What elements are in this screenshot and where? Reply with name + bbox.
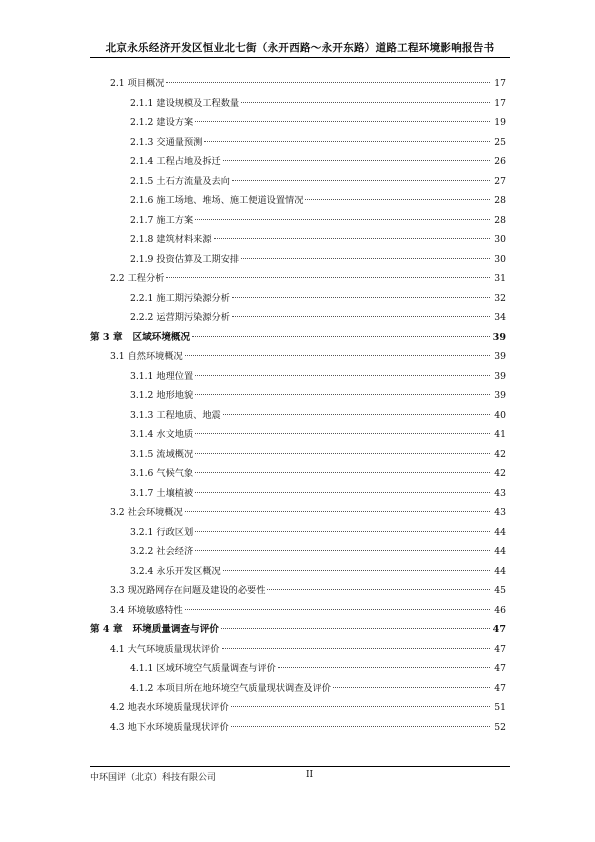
toc-entry-number: 2.1.8 xyxy=(130,234,154,245)
toc-entry-title: 地理位置 xyxy=(156,370,194,382)
toc-entry-number: 3.2.4 xyxy=(130,565,154,577)
toc-dot-leader xyxy=(241,258,490,259)
toc-entry[interactable] xyxy=(90,347,506,367)
toc-entry-title: 区域环境概况 xyxy=(132,331,191,343)
toc-entry-page: 39 xyxy=(492,331,506,343)
toc-entry[interactable] xyxy=(90,289,506,309)
toc-dot-leader xyxy=(195,394,490,395)
toc-entry[interactable] xyxy=(90,113,506,133)
toc-entry-title: 本项目所在地环境空气质量现状调查及评价 xyxy=(156,682,331,694)
toc-entry-page: 42 xyxy=(494,468,506,479)
toc-dot-leader xyxy=(223,570,490,571)
toc-entry[interactable] xyxy=(90,250,506,270)
toc-entry-title: 运营期污染源分析 xyxy=(156,312,230,323)
toc-entry-title: 现况路网存在问题及建设的必要性 xyxy=(127,585,266,596)
toc-dot-leader xyxy=(223,160,490,161)
toc-entry-title: 建筑材料来源 xyxy=(156,234,212,245)
toc-entry-page: 19 xyxy=(494,117,506,128)
toc-dot-leader xyxy=(305,199,490,200)
toc-entry-page: 44 xyxy=(494,526,506,538)
toc-dot-leader xyxy=(185,609,490,610)
toc-entry-title: 投资估算及工期安排 xyxy=(156,253,240,265)
toc-entry-number: 3.1.5 xyxy=(130,448,154,460)
toc-entry-page: 42 xyxy=(494,448,506,460)
toc-dot-leader xyxy=(185,355,490,356)
toc-entry-number: 3.1.3 xyxy=(130,409,154,421)
toc-entry-number: 第 4 章 xyxy=(90,624,123,635)
toc-entry-title: 大气环境质量现状评价 xyxy=(127,643,220,655)
toc-entry-number: 2.1.6 xyxy=(130,195,154,206)
toc-dot-leader xyxy=(223,414,490,415)
toc-entry-title: 项目概况 xyxy=(127,78,165,89)
toc-entry-page: 40 xyxy=(494,409,506,421)
toc-entry-page: 28 xyxy=(494,214,506,226)
toc-entry[interactable] xyxy=(90,211,506,231)
toc-entry-page: 47 xyxy=(494,663,506,674)
toc-entry-number: 第 3 章 xyxy=(90,331,123,343)
toc-entry-page: 44 xyxy=(494,546,506,557)
toc-entry-title: 气候气象 xyxy=(156,468,194,479)
toc-dot-leader xyxy=(267,589,490,590)
toc-entry[interactable] xyxy=(90,698,506,718)
running-header: 北京永乐经济开发区恒业北七街（永开西路～永开东路）道路工程环境影响报告书 xyxy=(105,42,495,54)
toc-entry[interactable] xyxy=(90,523,506,543)
toc-dot-leader xyxy=(166,82,490,83)
toc-entry-number: 4.1.2 xyxy=(130,682,154,694)
toc-entry-title: 土石方流量及去向 xyxy=(156,175,230,187)
toc-entry-page: 30 xyxy=(494,253,506,265)
toc-entry-page: 39 xyxy=(494,370,506,382)
toc-entry[interactable] xyxy=(90,562,506,582)
toc-entry-number: 4.1.1 xyxy=(130,663,154,674)
toc-entry-title: 交通量预测 xyxy=(156,136,203,148)
toc-entry-page: 27 xyxy=(494,175,506,187)
toc-entry-title: 地下水环境质量现状评价 xyxy=(127,721,229,733)
toc-entry-title: 施工场地、堆场、施工便道设置情况 xyxy=(156,195,304,206)
toc-entry-title: 环境敏感特性 xyxy=(127,604,183,616)
toc-entry[interactable] xyxy=(90,172,506,192)
toc-entry-title: 区域环境空气质量调查与评价 xyxy=(156,663,276,674)
toc-dot-leader xyxy=(195,219,490,220)
toc-entry-number: 2.1.2 xyxy=(130,117,154,128)
toc-entry-page: 17 xyxy=(494,78,506,89)
toc-entry[interactable] xyxy=(90,718,506,738)
toc-dot-leader xyxy=(231,726,490,727)
toc-entry-number: 2.2.1 xyxy=(130,292,154,304)
toc-entry-page: 44 xyxy=(494,565,506,577)
toc-dot-leader xyxy=(166,277,490,278)
toc-dot-leader xyxy=(204,141,490,142)
toc-dot-leader xyxy=(222,648,491,649)
toc-entry-number: 2.1.4 xyxy=(130,156,154,167)
toc-dot-leader xyxy=(231,706,490,707)
toc-dot-leader xyxy=(195,433,490,434)
toc-entry-page: 39 xyxy=(494,351,506,362)
toc-entry[interactable] xyxy=(90,230,506,250)
toc-entry[interactable] xyxy=(90,133,506,153)
toc-entry-number: 2.2 xyxy=(110,273,125,284)
toc-entry-number: 3.2.1 xyxy=(130,526,154,538)
toc-entry-title: 行政区划 xyxy=(156,526,194,538)
toc-entry[interactable] xyxy=(90,308,506,328)
toc-entry[interactable] xyxy=(90,191,506,211)
toc-dot-leader xyxy=(195,453,490,454)
header-divider xyxy=(90,57,510,58)
toc-entry-number: 2.1 xyxy=(110,78,125,89)
toc-dot-leader xyxy=(221,628,490,629)
toc-entry-title: 流域概况 xyxy=(156,448,194,460)
toc-entry-page: 52 xyxy=(494,721,506,733)
toc-entry-title: 施工期污染源分析 xyxy=(156,292,230,304)
toc-entry[interactable] xyxy=(90,425,506,445)
toc-entry[interactable] xyxy=(90,542,506,562)
toc-dot-leader xyxy=(192,336,490,337)
toc-entry[interactable] xyxy=(90,659,506,679)
toc-entry-title: 地表水环境质量现状评价 xyxy=(127,702,229,713)
toc-dot-leader xyxy=(333,687,490,688)
toc-entry-title: 自然环境概况 xyxy=(127,351,183,362)
toc-entry-page: 32 xyxy=(494,292,506,304)
toc-entry-number: 3.1 xyxy=(110,351,125,362)
toc-entry-number: 4.2 xyxy=(110,702,125,713)
toc-entry-page: 26 xyxy=(494,156,506,167)
toc-entry-number: 3.1.2 xyxy=(130,390,154,401)
toc-entry[interactable] xyxy=(90,601,506,621)
toc-entry-number: 2.1.3 xyxy=(130,136,154,148)
toc-entry-title: 地形地貌 xyxy=(156,390,194,401)
toc-entry[interactable] xyxy=(90,152,506,172)
toc-dot-leader xyxy=(214,238,490,239)
toc-entry-number: 3.1.6 xyxy=(130,468,154,479)
toc-dot-leader xyxy=(195,121,490,122)
toc-entry-number: 3.4 xyxy=(110,604,125,616)
toc-entry-page: 31 xyxy=(494,273,506,284)
toc-entry-page: 46 xyxy=(494,604,506,616)
toc-entry-title: 施工方案 xyxy=(156,214,194,226)
toc-dot-leader xyxy=(232,297,490,298)
toc-entry[interactable] xyxy=(90,328,506,348)
toc-entry[interactable] xyxy=(90,464,506,484)
toc-entry[interactable] xyxy=(90,445,506,465)
toc-entry[interactable] xyxy=(90,581,506,601)
table-of-contents xyxy=(90,74,506,737)
toc-dot-leader xyxy=(195,472,490,473)
toc-dot-leader xyxy=(195,531,490,532)
toc-entry-title: 土壤植被 xyxy=(156,487,194,499)
toc-dot-leader xyxy=(232,316,490,317)
footer-company: 中环国评（北京）科技有限公司 xyxy=(90,773,217,783)
toc-entry-page: 30 xyxy=(494,234,506,245)
footer-page-number: II xyxy=(306,770,314,780)
toc-dot-leader xyxy=(195,375,490,376)
toc-entry-number: 2.2.2 xyxy=(130,312,154,323)
toc-entry-number: 3.2.2 xyxy=(130,546,154,557)
toc-entry-page: 41 xyxy=(494,429,506,440)
toc-entry[interactable] xyxy=(90,269,506,289)
toc-entry[interactable] xyxy=(90,74,506,94)
toc-entry-number: 3.2 xyxy=(110,507,125,518)
toc-entry-page: 51 xyxy=(494,702,506,713)
toc-entry-page: 25 xyxy=(494,136,506,148)
toc-dot-leader xyxy=(195,492,490,493)
toc-entry-page: 47 xyxy=(494,643,506,655)
toc-entry-page: 47 xyxy=(494,682,506,694)
toc-entry[interactable] xyxy=(90,620,506,640)
toc-entry-number: 3.1.4 xyxy=(130,429,154,440)
toc-entry-number: 2.1.9 xyxy=(130,253,154,265)
toc-entry-number: 2.1.5 xyxy=(130,175,154,187)
toc-entry-number: 3.3 xyxy=(110,585,125,596)
toc-entry-number: 3.1.1 xyxy=(130,370,154,382)
toc-entry-title: 工程分析 xyxy=(127,273,165,284)
toc-entry-title: 工程占地及拆迁 xyxy=(156,156,221,167)
toc-entry-title: 工程地质、地震 xyxy=(156,409,221,421)
toc-entry-page: 39 xyxy=(494,390,506,401)
toc-dot-leader xyxy=(278,667,490,668)
toc-entry[interactable] xyxy=(90,406,506,426)
toc-entry[interactable] xyxy=(90,94,506,114)
toc-entry-page: 17 xyxy=(494,97,506,109)
toc-dot-leader xyxy=(241,102,490,103)
toc-entry-number: 2.1.1 xyxy=(130,97,154,109)
toc-entry-title: 社会经济 xyxy=(156,546,194,557)
toc-dot-leader xyxy=(195,550,490,551)
toc-entry[interactable] xyxy=(90,679,506,699)
toc-entry[interactable] xyxy=(90,503,506,523)
toc-entry-title: 水文地质 xyxy=(156,429,194,440)
toc-entry-title: 建设规模及工程数量 xyxy=(156,97,240,109)
toc-dot-leader xyxy=(232,180,490,181)
toc-entry-title: 环境质量调查与评价 xyxy=(132,624,219,635)
toc-entry-page: 28 xyxy=(494,195,506,206)
toc-entry-number: 2.1.7 xyxy=(130,214,154,226)
toc-entry-title: 永乐开发区概况 xyxy=(156,565,221,577)
toc-entry[interactable] xyxy=(90,386,506,406)
toc-entry-page: 43 xyxy=(494,487,506,499)
toc-entry[interactable] xyxy=(90,367,506,387)
footer-divider xyxy=(90,766,510,767)
toc-entry-title: 社会环境概况 xyxy=(127,507,183,518)
toc-entry-page: 43 xyxy=(494,507,506,518)
toc-entry-title: 建设方案 xyxy=(156,117,194,128)
toc-entry[interactable] xyxy=(90,484,506,504)
toc-entry-page: 47 xyxy=(492,624,506,635)
toc-entry-page: 34 xyxy=(494,312,506,323)
toc-entry-number: 3.1.7 xyxy=(130,487,154,499)
toc-entry-page: 45 xyxy=(494,585,506,596)
toc-entry-number: 4.1 xyxy=(110,643,125,655)
toc-entry-number: 4.3 xyxy=(110,721,125,733)
toc-dot-leader xyxy=(185,511,490,512)
toc-entry[interactable] xyxy=(90,640,506,660)
